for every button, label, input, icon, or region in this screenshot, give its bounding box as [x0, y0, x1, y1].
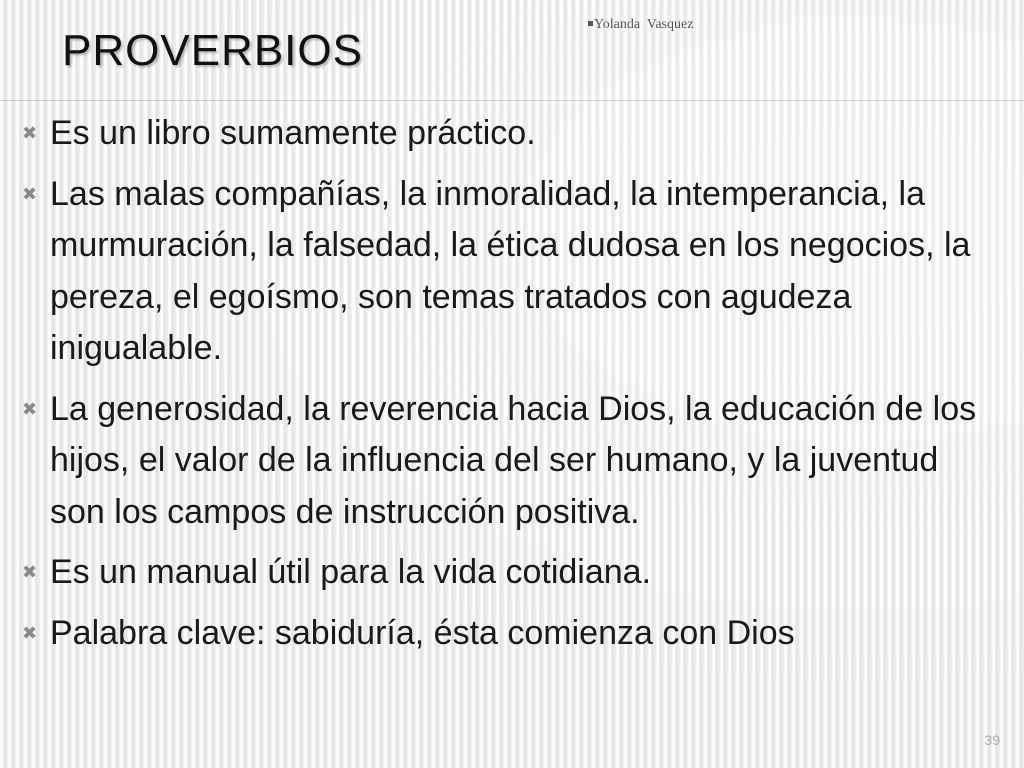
x-bullet-icon: ✖ — [22, 622, 38, 643]
bullet-text: Es un libro sumamente práctico. — [50, 114, 536, 152]
bullet-item — [20, 169, 1000, 375]
author-name: Yolanda Vasquez — [594, 17, 694, 32]
x-bullet-icon: ✖ — [22, 398, 38, 419]
page-number: 39 — [984, 732, 1000, 748]
bullet-list — [20, 108, 1000, 668]
bullet-item — [20, 108, 1000, 160]
x-bullet-icon: ✖ — [22, 123, 38, 143]
bullet-item — [20, 547, 1000, 599]
x-bullet-icon: ✖ — [22, 183, 38, 204]
bullet-text: Es un manual útil para la vida cotidiana. — [50, 553, 652, 591]
slide-title: PROVERBIOS — [62, 26, 363, 75]
title-divider — [0, 100, 1024, 101]
bullet-text: Las malas compañías, la inmoralidad, la intemperancia, la murmuración, la falsedad, la ética dudosa en los negocios, la pereza, el egoísmo, son temas tratados con agudeza inigualable. — [50, 174, 971, 367]
bullet-item — [20, 608, 1000, 660]
square-bullet-icon — [588, 21, 593, 26]
bullet-text: La generosidad, la reverencia hacia Dios, la educación de los hijos, el valor de la influencia del ser humano, y la juventud son los campos de instrucción positiva. — [50, 389, 977, 531]
bullet-text: Palabra clave: sabiduría, ésta comienza con Dios — [50, 613, 795, 652]
bullet-item — [20, 384, 1000, 539]
author-label — [588, 17, 693, 33]
x-bullet-icon: ✖ — [22, 562, 38, 582]
